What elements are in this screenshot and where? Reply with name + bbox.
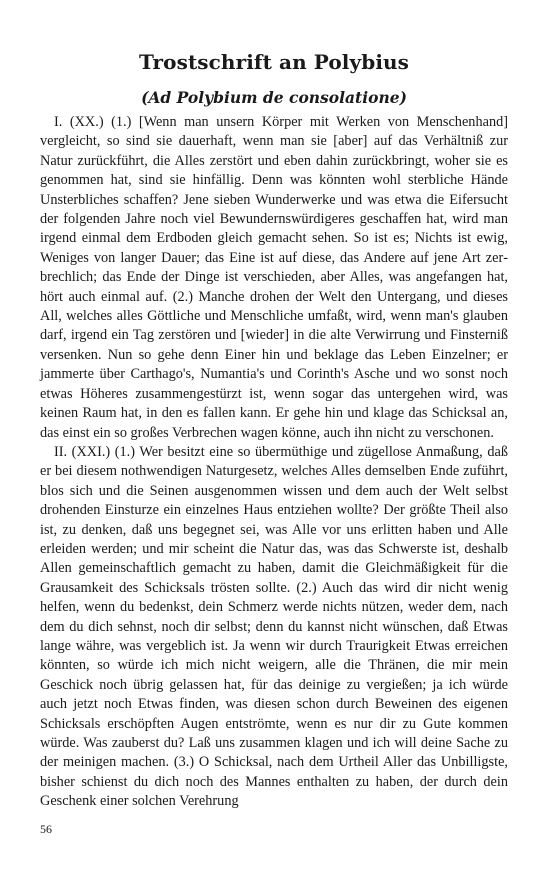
- page-title: Trostschrift an Polybius: [138, 50, 410, 74]
- page-number: 56: [40, 822, 52, 836]
- page-subtitle: (Ad Polybium de consolatione): [141, 88, 407, 107]
- paragraph-1: I. (XX.) (1.) [Wenn man unsern Körper mit Werken von Menschenhand] vergleicht, so sind sie dauerhaft, wenn man sie [aber] auf das Verhältniß zur Natur zurückführt, die Alles zerstört und eben dahin zurückbringt, woher sie es genommen hat, sind sie hinfällig. Denn was könnten wohl sterbliche Hände Unsterbliches schaffen? Jene sieben Wunderwerke und was etwa die Eifersucht der folgenden Jahre noch viel Bewundernswürdigeres geschaffen hat, wird man irgend einmal dem Erdboden gleich gemacht sehen. So ist es; Nichts ist ewig, Weniges von langer Dauer; das Eine ist auf diese, das Andere auf jene Art zerbrechlich; das Ende der Dinge ist verschieden, aber Alles, was angefangen hat, hört auch einmal auf. (2.) Manche drohen der Welt den Untergang, und dieses All, welches alles Göttliche und Menschliche umfaßt, wird, wenn man's glauben darf, irgend ein Tag zerstören und [wieder] in die alte Verwirrung und Finsterniß versenken. Nun so gehe denn Einer hin und beklage das Leben Einzelner; er jammerte über Carthago's, Numantia's und Corinth's Asche und wo sonst noch etwas Höheres zusammengestürzt ist, wenn sogar das untergehen wird, was keinen Raum hat, in den es fallen kann. Er gehe hin und klage das Schicksal an, das einst ein so großes Verbrechen wagen könne, auch ihn nicht zu verschonen.: [40, 114, 508, 441]
- paragraph-2: II. (XXI.) (1.) Wer besitzt eine so übermüthige und zügellose Anmaßung, daß er bei diesem nothwendigen Naturgesetz, welches Alles demselben Ende zuführt, blos sich und die Seinen ausgenommen wissen und dem auch der Welt selbst drohenden Einsturze ein einzelnes Haus entziehen wollte? Der größte Theil also ist, zu denken, daß uns begegnet sei, was Alle vor uns erlitten haben und Alle erleiden werden; und mir scheint die Natur das, was das Schwerste ist, deshalb Allen gemeinschaftlich gemacht zu haben, damit die Gleichmäßigkeit für die Grausamkeit des Schicksals trösten sollte. (2.) Auch das wird dir nicht wenig helfen, wenn du bedenkst, dein Schmerz werde nichts nützen, weder dem, nach dem du dich sehnst, noch dir selbst; denn du kannst nicht wünschen, daß Etwas lange währe, was vergeblich ist. Ja wenn wir durch Traurigkeit Etwas erreichen könnten, so würde ich mich nicht weigern, alle die Thränen, die mir mein Geschick noch übrig gelassen hat, für das deinige zu vergießen; ja ich würde auch jetzt noch Etwas finden, was diesen schon durch Beweinen des eigenen Schicksals erschöpften Augen entströmte, wenn es nur dir zu Gute kommen würde. Was zauberst du? Laß uns zusammen klagen und ich will deine Sache zu der meinigen machen. (3.) O Schicksal, nach dem Urtheil Aller das Unbilligste, bisher schienst du dich noch des Mannes enthalten zu haben, der durch dein Geschenk einer solchen Verehrung: [40, 443, 508, 810]
- document-page: [40, 50, 508, 812]
